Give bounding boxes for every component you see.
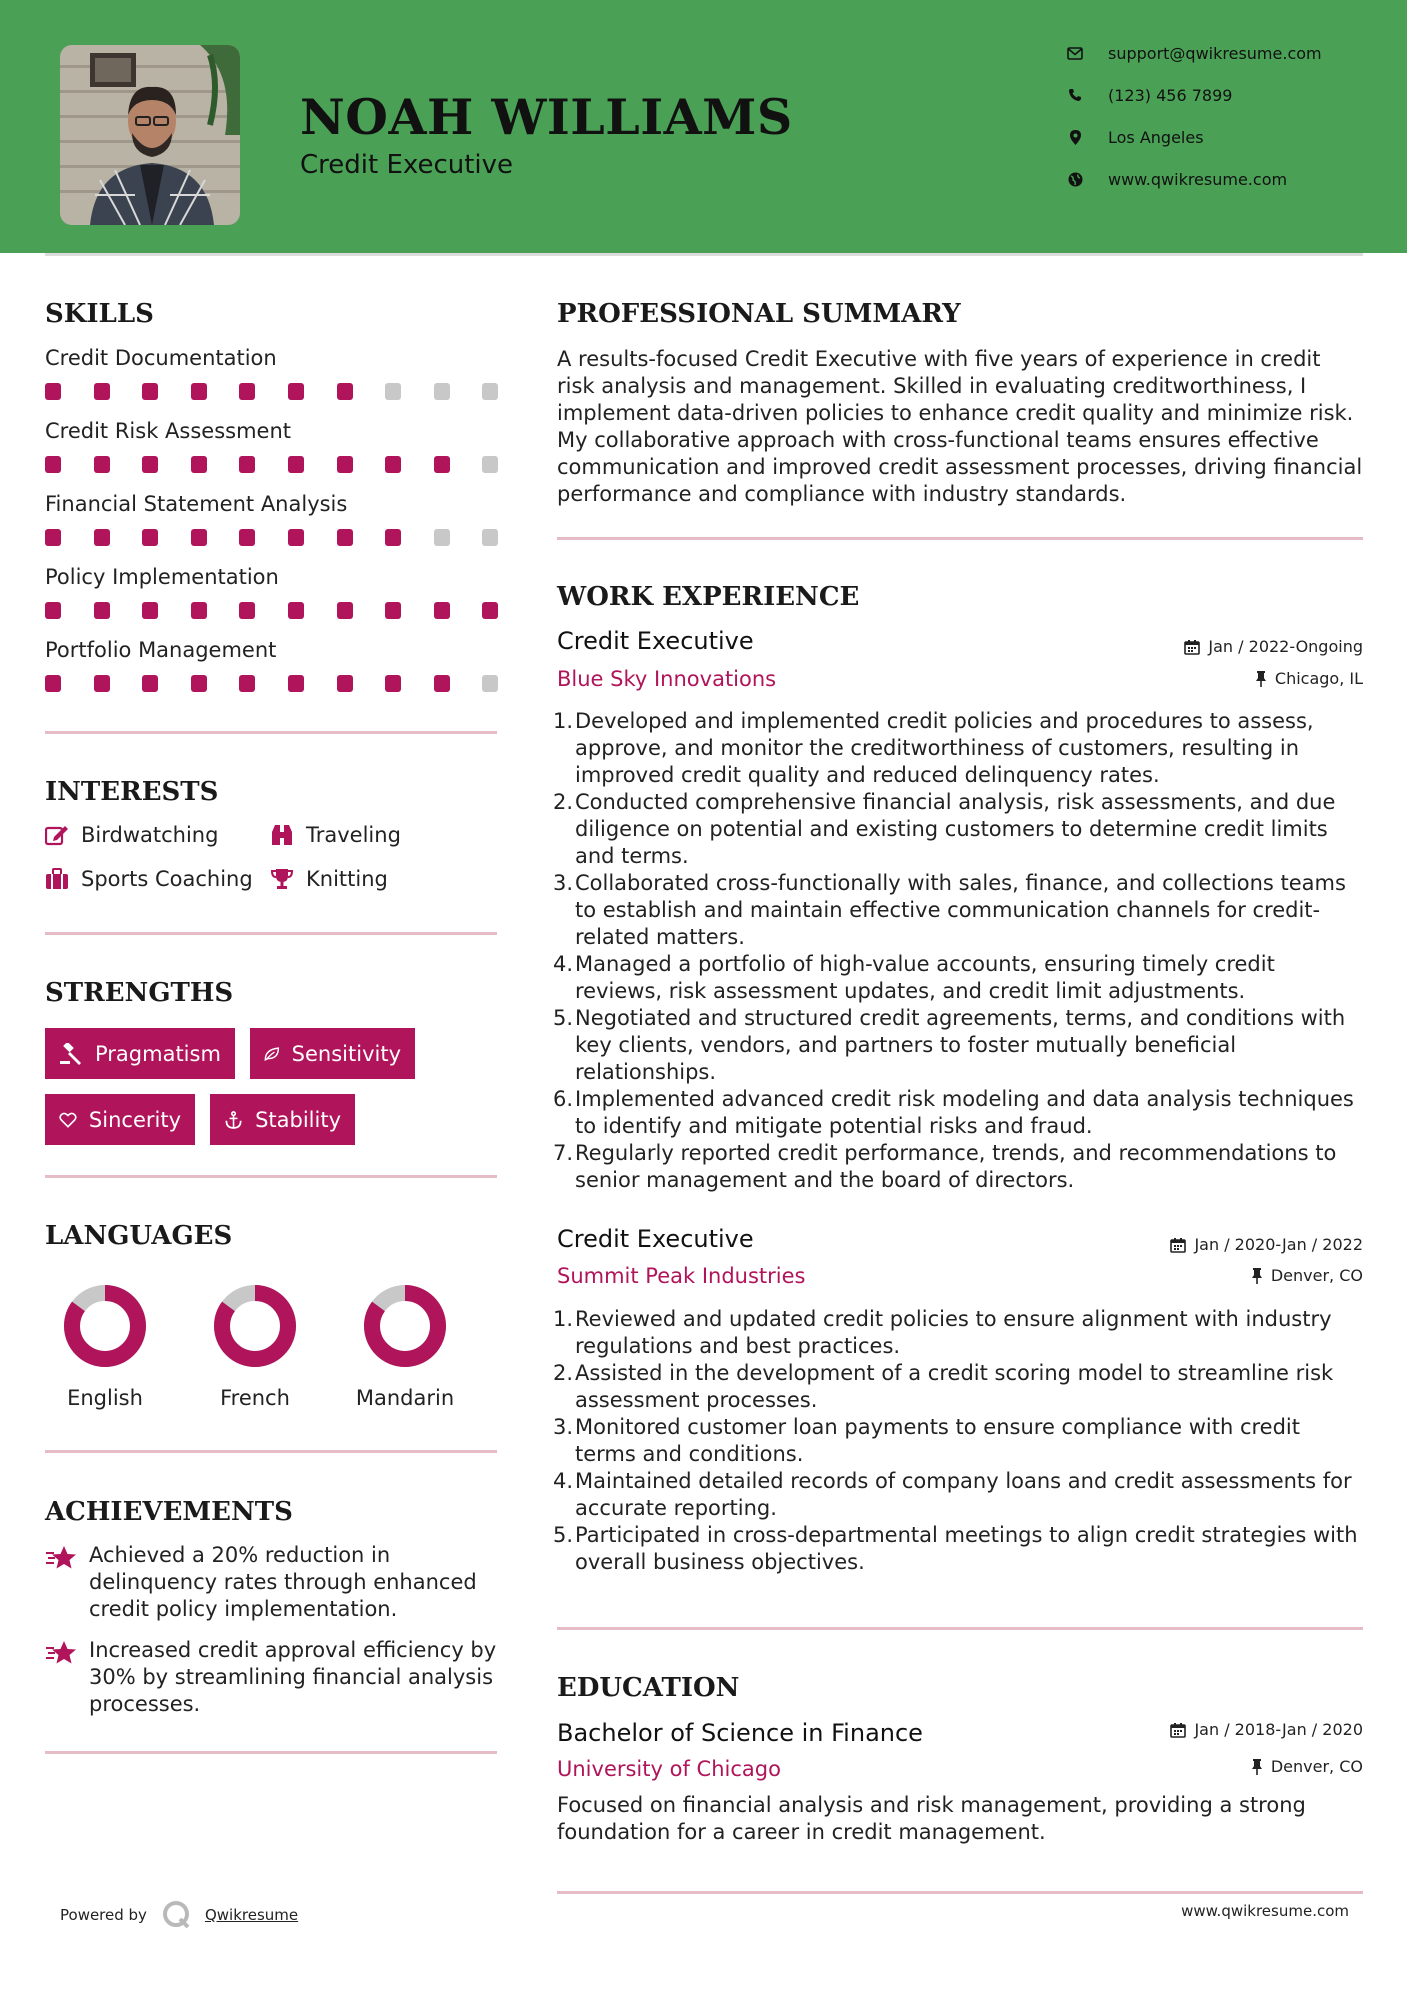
achievement-text: Achieved a 20% reduction in delinquency rates through enhanced credit policy implementation.: [89, 1543, 477, 1621]
skill-rating: [45, 602, 497, 620]
rating-dot-filled: [288, 456, 304, 473]
skill-rating: [45, 675, 497, 693]
rating-dot-filled: [239, 529, 255, 546]
binoculars-icon: [270, 824, 294, 846]
contact-email[interactable]: [1062, 43, 1322, 63]
strength-label: Sincerity: [88, 1107, 181, 1132]
list-number: 6.: [552, 1087, 573, 1111]
rating-dot-filled: [385, 529, 401, 546]
interest-label: Knitting: [306, 867, 388, 891]
rating-dot-filled: [94, 529, 110, 546]
interest-item: [270, 823, 401, 847]
rating-dot-filled: [45, 383, 61, 400]
rating-dot-filled: [385, 456, 401, 473]
section-divider: [557, 1627, 1363, 1630]
list-number: 7.: [552, 1141, 573, 1165]
rating-dot-filled: [337, 383, 353, 400]
heart-icon: [59, 1109, 77, 1131]
list-number: 5.: [552, 1523, 573, 1547]
skill-name: Credit Documentation: [45, 346, 277, 370]
skill-rating: [45, 529, 497, 547]
rating-dot-filled: [142, 456, 158, 473]
responsibility-text: Regularly reported credit performance, trends, and recommendations to senior management and the board of directors.: [575, 1141, 1337, 1192]
responsibility-item: [552, 1086, 1363, 1140]
contact-location: [1062, 127, 1204, 147]
section-divider: [45, 731, 497, 734]
section-divider: [45, 932, 497, 935]
rating-dot-filled: [239, 675, 255, 692]
rating-dot-filled: [337, 675, 353, 692]
trophy-icon: [270, 868, 294, 890]
section-divider: [45, 1175, 497, 1178]
pushpin-icon: [1255, 671, 1267, 687]
degree-title: Bachelor of Science in Finance: [557, 1719, 923, 1747]
list-number: 1.: [552, 1307, 573, 1331]
company-name: Summit Peak Industries: [557, 1264, 806, 1288]
rating-dot-filled: [45, 529, 61, 546]
responsibility-item: [552, 870, 1363, 951]
interest-label: Sports Coaching: [81, 867, 253, 891]
language-label: French: [220, 1386, 290, 1410]
rating-dot-filled: [434, 675, 450, 692]
briefcase-icon: [45, 868, 69, 890]
responsibility-item: [552, 1414, 1363, 1468]
education-description: Focused on financial analysis and risk management, providing a strong foundation for a career in credit management.: [557, 1793, 1306, 1844]
list-number: 2.: [552, 790, 573, 814]
rating-dot-filled: [239, 456, 255, 473]
candidate-name: NOAH WILLIAMS: [300, 88, 793, 146]
job-location: [1255, 669, 1363, 688]
skill-name: Credit Risk Assessment: [45, 419, 292, 443]
section-divider: [557, 537, 1363, 540]
job-dates-text: Jan / 2020-Jan / 2022: [1194, 1235, 1363, 1254]
rating-dot-filled: [191, 602, 207, 619]
edit-icon: [45, 824, 69, 846]
footer-website[interactable]: www.qwikresume.com: [1181, 1902, 1349, 1920]
rating-dot-filled: [288, 602, 304, 619]
candidate-title: Credit Executive: [300, 150, 514, 180]
job-title: Credit Executive: [557, 1225, 754, 1253]
rating-dot-filled: [191, 675, 207, 692]
skill-name: Policy Implementation: [45, 565, 279, 589]
interests-heading: INTERESTS: [45, 777, 219, 807]
education-dates: [1170, 1720, 1363, 1739]
section-divider: [45, 1751, 497, 1754]
company-name: Blue Sky Innovations: [557, 667, 777, 691]
footer-branding: [60, 1900, 298, 1930]
rating-dot-empty: [385, 383, 401, 400]
strength-badge: [250, 1028, 415, 1079]
job-location-text: Denver, CO: [1270, 1266, 1363, 1285]
responsibility-text: Negotiated and structured credit agreements, terms, and conditions with key clients, vendors, and partners to foster mutually beneficial relationships.: [575, 1006, 1346, 1084]
rating-dot-filled: [191, 529, 207, 546]
section-divider: [557, 1891, 1363, 1894]
job-location-text: Chicago, IL: [1274, 669, 1363, 688]
rating-dot-filled: [337, 602, 353, 619]
rating-dot-filled: [142, 675, 158, 692]
summary-text: A results-focused Credit Executive with five years of experience in credit risk analysis and management. Skilled in evaluating creditworthiness, I implement data-driven policies to enhance credit quality and minimize risk. My collaborative approach with cross-functional teams ensures effective communication and improved credit assessment processes, driving financial performance and compliance with industry standards.: [557, 347, 1363, 506]
skill-rating: [45, 383, 497, 401]
powered-by-text: Powered by: [60, 1906, 147, 1924]
profile-photo: [60, 45, 240, 225]
rating-dot-filled: [385, 675, 401, 692]
gavel-icon: [59, 1043, 83, 1065]
responsibility-item: [552, 1360, 1363, 1414]
strength-badge: [210, 1094, 355, 1145]
experience-heading: WORK EXPERIENCE: [557, 582, 860, 612]
responsibility-text: Monitored customer loan payments to ensure compliance with credit terms and conditions.: [575, 1415, 1300, 1466]
rating-dot-filled: [45, 602, 61, 619]
responsibility-item: [552, 1468, 1363, 1522]
responsibility-text: Managed a portfolio of high-value accounts, ensuring timely credit reviews, risk assessment updates, and credit limit adjustments.: [575, 952, 1275, 1003]
language-level-ring: [360, 1281, 450, 1371]
globe-icon: [1062, 169, 1088, 189]
skill-rating: [45, 456, 497, 474]
rating-dot-filled: [288, 383, 304, 400]
rating-dot-empty: [434, 383, 450, 400]
star-icon: [45, 1544, 79, 1572]
job-responsibilities: [552, 1306, 1363, 1576]
skill-name: Financial Statement Analysis: [45, 492, 348, 516]
responsibility-item: [552, 951, 1363, 1005]
rating-dot-filled: [45, 675, 61, 692]
calendar-icon: [1170, 1237, 1186, 1253]
language-label: Mandarin: [355, 1386, 455, 1410]
rating-dot-empty: [482, 529, 498, 546]
language-level-ring: [210, 1281, 300, 1371]
summary-heading: PROFESSIONAL SUMMARY: [557, 299, 961, 329]
rating-dot-filled: [94, 383, 110, 400]
job-location: [1251, 1266, 1363, 1285]
rating-dot-filled: [239, 602, 255, 619]
skill-name: Portfolio Management: [45, 638, 277, 662]
responsibility-text: Conducted comprehensive financial analysis, risk assessments, and due diligence on potential and existing customers to determine credit limits and terms.: [575, 790, 1336, 868]
strength-label: Pragmatism: [95, 1041, 221, 1066]
contact-email-text: support@qwikresume.com: [1108, 43, 1322, 63]
responsibility-text: Participated in cross-departmental meetings to align credit strategies with overall business objectives.: [575, 1523, 1358, 1574]
rating-dot-filled: [142, 529, 158, 546]
star-icon: [45, 1639, 79, 1667]
rating-dot-filled: [94, 675, 110, 692]
rating-dot-filled: [482, 602, 498, 619]
responsibility-text: Maintained detailed records of company loans and credit assessments for accurate reporting.: [575, 1469, 1352, 1520]
rating-dot-filled: [337, 456, 353, 473]
responsibility-item: [552, 708, 1363, 789]
responsibility-text: Developed and implemented credit policies and procedures to assess, approve, and monitor the creditworthiness of customers, resulting in improved credit quality and reduced delinquency rates.: [575, 709, 1314, 787]
job-responsibilities: [552, 708, 1363, 1194]
rating-dot-filled: [385, 602, 401, 619]
responsibility-text: Collaborated cross-functionally with sales, finance, and collections teams to establish and maintain effective communication channels for credit-related matters.: [575, 871, 1346, 949]
language-level-ring: [60, 1281, 150, 1371]
responsibility-item: [552, 1522, 1363, 1576]
rating-dot-filled: [94, 602, 110, 619]
envelope-icon: [1062, 43, 1088, 63]
pushpin-icon: [1251, 1268, 1263, 1284]
skills-heading: SKILLS: [45, 299, 154, 329]
phone-icon: [1062, 85, 1088, 105]
achievement-text: Increased credit approval efficiency by 30% by streamlining financial analysis processes.: [89, 1638, 497, 1716]
contact-phone[interactable]: [1062, 85, 1232, 105]
responsibility-text: Reviewed and updated credit policies to ensure alignment with industry regulations and best practices.: [575, 1307, 1332, 1358]
education-heading: EDUCATION: [557, 1673, 740, 1703]
responsibility-item: [552, 1005, 1363, 1086]
list-number: 3.: [552, 1415, 573, 1439]
rating-dot-filled: [94, 456, 110, 473]
rating-dot-filled: [191, 456, 207, 473]
job-title: Credit Executive: [557, 627, 754, 655]
strength-badge: [45, 1094, 195, 1145]
calendar-icon: [1170, 1722, 1186, 1738]
list-number: 1.: [552, 709, 573, 733]
list-number: 2.: [552, 1361, 573, 1385]
list-number: 3.: [552, 871, 573, 895]
rating-dot-empty: [482, 675, 498, 692]
interest-item: [45, 867, 253, 891]
rating-dot-empty: [482, 456, 498, 473]
rating-dot-filled: [434, 602, 450, 619]
rating-dot-filled: [288, 529, 304, 546]
job-dates: [1184, 637, 1363, 656]
strength-label: Stability: [255, 1107, 341, 1132]
rating-dot-empty: [482, 383, 498, 400]
brand-link[interactable]: Qwikresume: [204, 1906, 299, 1924]
header-band: [0, 0, 1407, 253]
interest-label: Traveling: [306, 823, 401, 847]
education-location: [1251, 1757, 1363, 1776]
rating-dot-filled: [191, 383, 207, 400]
responsibility-text: Assisted in the development of a credit scoring model to streamline risk assessment processes.: [575, 1361, 1334, 1412]
job-dates-text: Jan / 2022-Ongoing: [1208, 637, 1363, 656]
rating-dot-filled: [239, 383, 255, 400]
responsibility-text: Implemented advanced credit risk modeling and data analysis techniques to identify and mitigate potential risks and fraud.: [575, 1087, 1354, 1138]
responsibility-item: [552, 1140, 1363, 1194]
education-dates-text: Jan / 2018-Jan / 2020: [1194, 1720, 1363, 1739]
rating-dot-filled: [288, 675, 304, 692]
strengths-heading: STRENGTHS: [45, 978, 234, 1008]
list-number: 4.: [552, 952, 573, 976]
responsibility-item: [552, 1306, 1363, 1360]
language-label: English: [67, 1386, 143, 1410]
strength-label: Sensitivity: [291, 1041, 401, 1066]
rating-dot-filled: [142, 383, 158, 400]
rating-dot-filled: [142, 602, 158, 619]
interest-item: [45, 823, 218, 847]
calendar-icon: [1184, 639, 1200, 655]
anchor-icon: [224, 1109, 243, 1131]
contact-location-text: Los Angeles: [1108, 127, 1204, 147]
rating-dot-empty: [434, 529, 450, 546]
responsibility-item: [552, 789, 1363, 870]
list-number: 5.: [552, 1006, 573, 1030]
contact-website[interactable]: [1062, 169, 1287, 189]
interest-label: Birdwatching: [81, 823, 219, 847]
rating-dot-filled: [45, 456, 61, 473]
pushpin-icon: [1251, 1759, 1263, 1775]
languages-heading: LANGUAGES: [45, 1221, 233, 1251]
strength-badge: [45, 1028, 235, 1079]
contact-website-text: www.qwikresume.com: [1108, 169, 1288, 189]
education-location-text: Denver, CO: [1270, 1757, 1363, 1776]
section-divider: [45, 1450, 497, 1453]
achievements-heading: ACHIEVEMENTS: [45, 1497, 293, 1527]
rating-dot-filled: [434, 456, 450, 473]
qwikresume-logo-icon: [161, 1900, 193, 1930]
interest-item: [270, 867, 388, 891]
job-dates: [1170, 1235, 1363, 1254]
list-number: 4.: [552, 1469, 573, 1493]
map-marker-icon: [1062, 127, 1088, 147]
contact-phone-text: (123) 456 7899: [1108, 85, 1233, 105]
header-divider: [45, 253, 1363, 256]
rating-dot-filled: [337, 529, 353, 546]
school-name: University of Chicago: [557, 1757, 781, 1781]
leaf-icon: [264, 1043, 280, 1065]
